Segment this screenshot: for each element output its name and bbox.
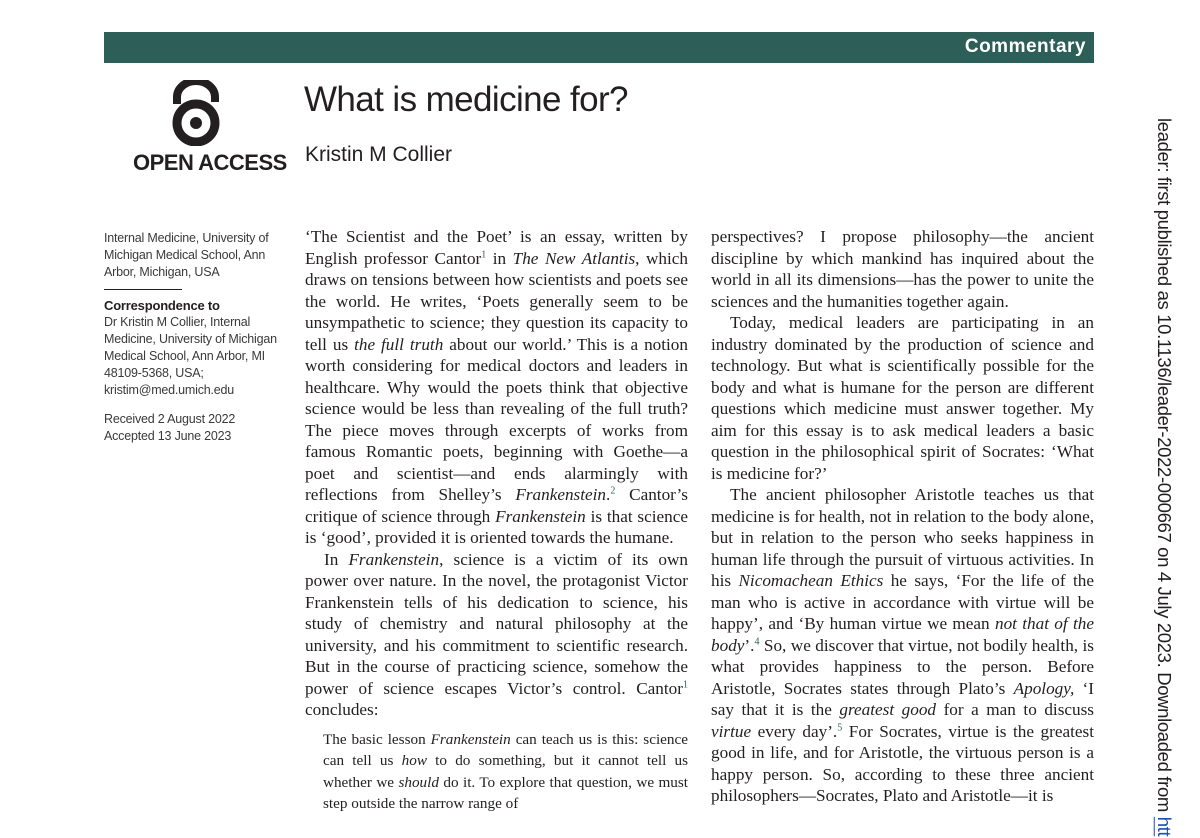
body-paragraph: The ancient philosopher Aristotle teaches us that medicine is for health, not in relation to the body alone, but in relation to the person who seeks happiness in human life through the pursuit of virtuous activities. In his Nicomachean Ethics he says, ‘For the life of the man who is active in accordance with virtue will be happy’, and ‘By human virtue we mean not that of the body’.$^4$ So, we discover that virtue, not bodily health, is what provides happiness to the person. Before Aristotle, Socrates states through Plato’s Apology, ‘I say that it is the greatest good for a man to discuss virtue every day’.$^5$ For Socrates, virtue is the greatest good in life, and for Aristotle, the virtuous person is a happy person. So, according to these three ancient philosophers—Socrates, Plato and Aristotle—it is [711,485,1094,805]
author-affiliation: Internal Medicine, University of Michigan Medical School, Ann Arbor, Michigan, USA [104,231,269,279]
accepted-date: Accepted 13 June 2023 [104,429,232,443]
correspondence-details: Dr Kristin M Collier, Internal Medicine, University of Michigan Medical School, Ann Arbor, MI 48109-5368, USA; kristim@med.umich.edu [104,315,277,397]
section-label: Commentary [964,36,1086,57]
sidebar-divider [104,289,182,290]
article-title: What is medicine for? [304,80,628,119]
body-paragraph: ‘The Scientist and the Poet’ is an essay, written by English professor Cantor$^1$ in The New Atlantis, which draws on tensions between how scientists and poets see the world. He writes, ‘Poets generally seem to be unsympathetic to science; they question its capacity to tell us the full truth about our world.’ This is a notion worth considering for medical doctors and leaders in healthcare. Why would the poets think that objective science would be less than revealing of the full truth? The piece moves through excerpts of works from famous Romantic poets, beginning with Goethe—a poet and scientist—and ends alarmingly with reflections from Shelley’s Frankenstein.$^2$ Cantor’s critique of science through Frankenstein is that science is ‘good’, provided it is oriented towards the humane. [305,227,689,547]
body-column-right [711,226,1094,807]
body-paragraph: perspectives? I propose philosophy—the ancient discipline by which mankind has inquired about the world in all its dimensions—has the power to unite the sciences and the humanities together again. [711,227,1094,311]
reference-link[interactable]: 1 [683,678,688,690]
open-access-label: OPEN ACCESS [133,150,287,175]
download-notice [1153,118,1175,838]
reference-link[interactable]: 4 [754,635,760,647]
article-sidebar [104,230,286,445]
open-access-lock-icon [166,80,226,146]
download-link[interactable]: htt [1154,816,1175,837]
reference-link[interactable]: 5 [837,721,843,733]
body-column-left [305,226,688,815]
body-paragraph: In Frankenstein, science is a victim of its own power over nature. In the novel, the protagonist Victor Frankenstein tells of his dedication to science, his study of chemistry and natural philosophy at the university, and his commitment to scientific research. But in the course of practicing science, somehow the power of science escapes Victor’s control. Cantor$^1$ concludes: [305,549,688,719]
download-notice-text: leader: first published as 10.1136/leader-2022-000667 on 4 July 2023. Downloaded from [1154,118,1175,817]
reference-link[interactable]: 1 [481,248,487,260]
received-date: Received 2 August 2022 [104,412,236,426]
correspondence-heading: Correspondence to [104,298,220,313]
section-banner [104,32,1094,63]
block-quote: The basic lesson Frankenstein can teach us is this: science can tell us how to do something, but it cannot tell us whether we should do it. To explore that question, we must step outside the narrow range of [323,730,689,812]
body-paragraph: Today, medical leaders are participating in an industry dominated by the production of science and technology. But what is scientifically possible for the body and what is humane for the person are different questions which medicine must answer together. My aim for this essay is to ask medical leaders a basic question in the philosophical spirit of Socrates: ‘What is medicine for?’ [711,313,1094,483]
reference-link[interactable]: 2 [610,485,616,497]
author-name: Kristin M Collier [305,143,453,166]
